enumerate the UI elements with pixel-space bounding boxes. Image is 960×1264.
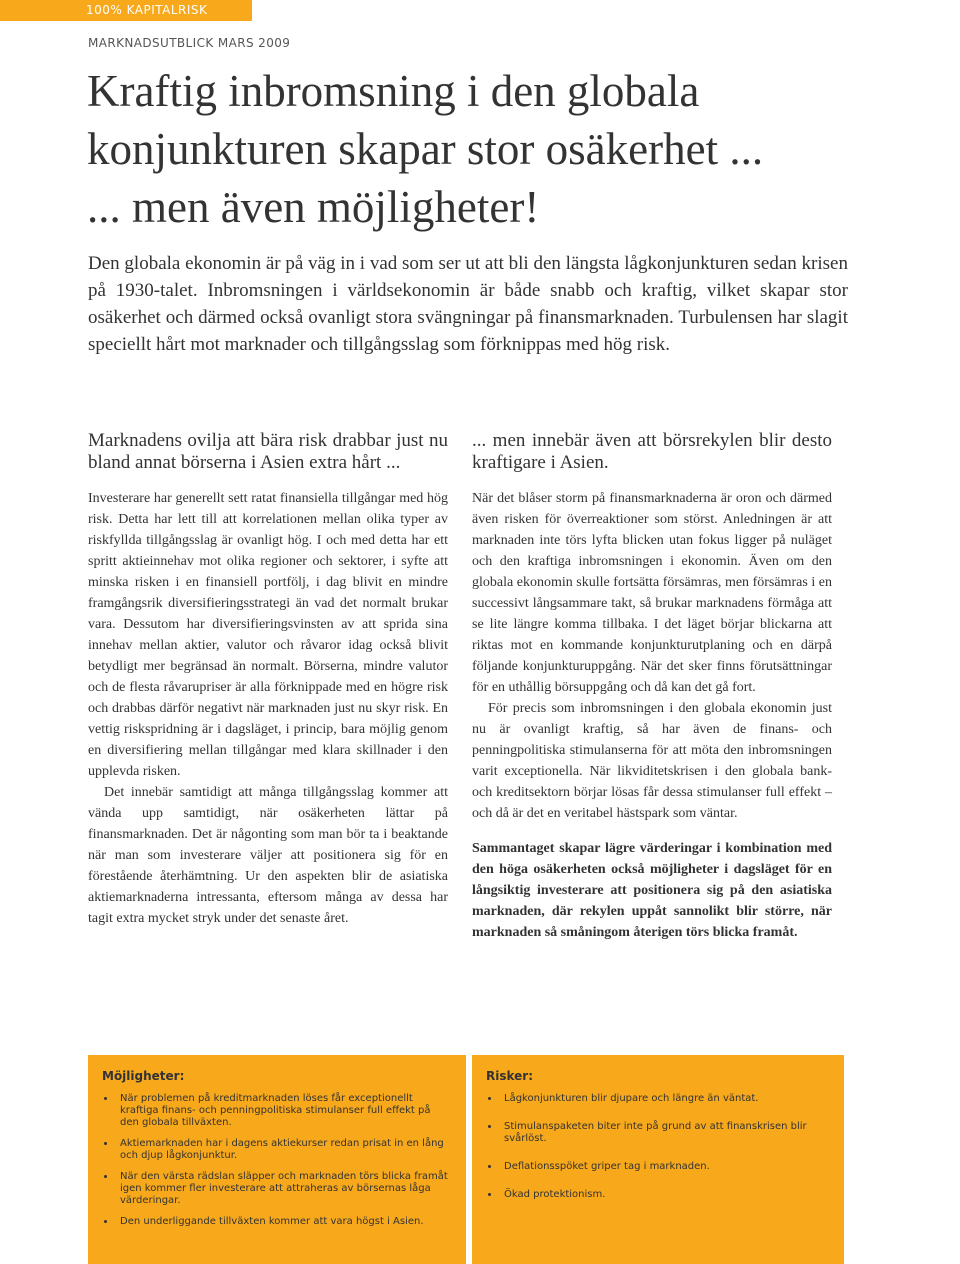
right-column-paragraph-2: För precis som inbromsningen i den globala ekonomin just nu är ovanligt kraftig, så har även de finans- och penningpolitiska stimulanserna för att möta den inbromsningen varit exceptionella. När likviditetskrisen i den globala bank- och kreditsektorn börjar lösas får dessa stimulanser full effekt – och då är det en veritabel hästspark som väntar.	[472, 701, 832, 821]
risks-box	[472, 1055, 844, 1264]
risks-list	[486, 1093, 830, 1201]
list-item: • Deflationsspöket griper tag i marknaden.	[500, 1161, 830, 1173]
left-column-paragraph-1: Investerare har generellt sett ratat finansiella tillgångar med hög risk. Detta har lett till att korrelationen mellan olika typer av riskfyllda tillgångsslag är ovanligt hög. I och med detta har ett spritt aktieinnehav mot olika regioner och sektorer, i syfte att minska risken i en finansiell portfölj, i dag blivit en mindre framgångsrik diversifieringsstrategi än vad det normalt brukar vara. Dessutom har diversifieringsvinsten av att sprida sina innehav mellan aktier, valutor och råvaror idag också blivit betydligt mer begränsad än normalt. Börserna, mindre valutor och de flesta råvarupriser är alla förknippade med en högre risk och drabbas därför negativt när marknaden just nu skyr risk. En vettig riskspridning är i dagsläget, i princip, bara möjlig genom en diversifiering mellan tillgångar med klara skillnader i den upplevda risken.	[88, 491, 448, 779]
headline	[87, 62, 887, 236]
list-item: • Aktiemarknaden har i dagens aktiekurser redan prisat in en lång och djup lågkonjunktur.	[116, 1138, 452, 1162]
left-column	[88, 430, 448, 929]
list-item: • När den värsta rädslan släpper och marknaden törs blicka framåt igen kommer fler investerare att attraheras av börsernas låga värderingar.	[116, 1171, 452, 1207]
right-column-paragraph-1: När det blåser storm på finansmarknaderna är oron och därmed även risken för överreaktioner som störst. Anledningen är att marknaden inte törs lyfta blicken utan fokus ligger på nuläget och den kraftiga inbromsningen i ekonomin. Även om den globala ekonomin skulle fortsätta försämras, men försämras i en successivt långsammare takt, så brukar marknadens förmåga att se lite längre komma tillbaka. I det läget börjar blickarna att riktas mot en kommande konjunkturutplaning och en därpå följande konjunkturuppgång. När det sker finns förutsättningar för en uthållig börsuppgång och då kan det gå fort.	[472, 491, 832, 695]
opportunities-box	[88, 1055, 466, 1264]
right-column-heading: ... men innebär även att börsrekylen blir desto kraftigare i Asien.	[472, 430, 832, 473]
headline-line-3: ... men även möjligheter!	[87, 182, 540, 232]
category-tag: 100% KAPITALRISK	[0, 0, 252, 21]
list-item: • Stimulanspaketen biter inte på grund av att finanskrisen blir svårlöst.	[500, 1121, 830, 1145]
section-label: MARKNADSUTBLICK MARS 2009	[88, 36, 291, 50]
opportunities-list	[102, 1093, 452, 1228]
right-column	[472, 430, 832, 943]
right-column-conclusion: Sammantaget skapar lägre värderingar i kombination med den höga osäkerheten också möjligheter i dagsläget för en långsiktig investerare att positionera sig på den asiatiska marknaden, där rekylen uppåt sannolikt blir större, när marknaden så småningom återigen törs blicka framåt.	[472, 841, 832, 940]
headline-line-2: konjunkturen skapar stor osäkerhet ...	[87, 124, 764, 174]
list-item: • Den underliggande tillväxten kommer att vara högst i Asien.	[116, 1216, 452, 1228]
opportunities-title: Möjligheter:	[102, 1069, 185, 1083]
headline-line-1: Kraftig inbromsning i den globala	[87, 66, 700, 116]
left-column-heading: Marknadens ovilja att bära risk drabbar just nu bland annat börserna i Asien extra hårt ...	[88, 430, 448, 473]
risks-title: Risker:	[486, 1069, 534, 1083]
left-column-paragraph-2: Det innebär samtidigt att många tillgångsslag kommer att vända upp samtidigt, när osäkerheten lättar på finansmarknaden. Det är någonting som man bör ta i beaktande när man som investerare väljer att positionera sig för en förestående återhämtning. Ur den aspekten blir de asiatiska aktiemarknaderna intressanta, eftersom många av dessa har tagit extra mycket stryk under det senaste året.	[88, 785, 448, 926]
list-item: • Lågkonjunkturen blir djupare och längre än väntat.	[500, 1093, 830, 1105]
lede-paragraph: Den globala ekonomin är på väg in i vad som ser ut att bli den längsta lågkonjunkturen sedan krisen på 1930-talet. Inbromsningen i världsekonomin är både snabb och kraftig, vilket skapar stor osäkerhet och därmed också ovanligt stora svängningar på finansmarknaden. Turbulensen har slagit speciellt hårt mot marknader och tillgångsslag som förknippas med hög risk.	[88, 253, 848, 355]
list-item: • När problemen på kreditmarknaden löses får exceptionellt kraftiga finans- och penningpolitiska stimulanser full effekt på den globala tillväxten.	[116, 1093, 452, 1129]
list-item: • Ökad protektionism.	[500, 1189, 830, 1201]
